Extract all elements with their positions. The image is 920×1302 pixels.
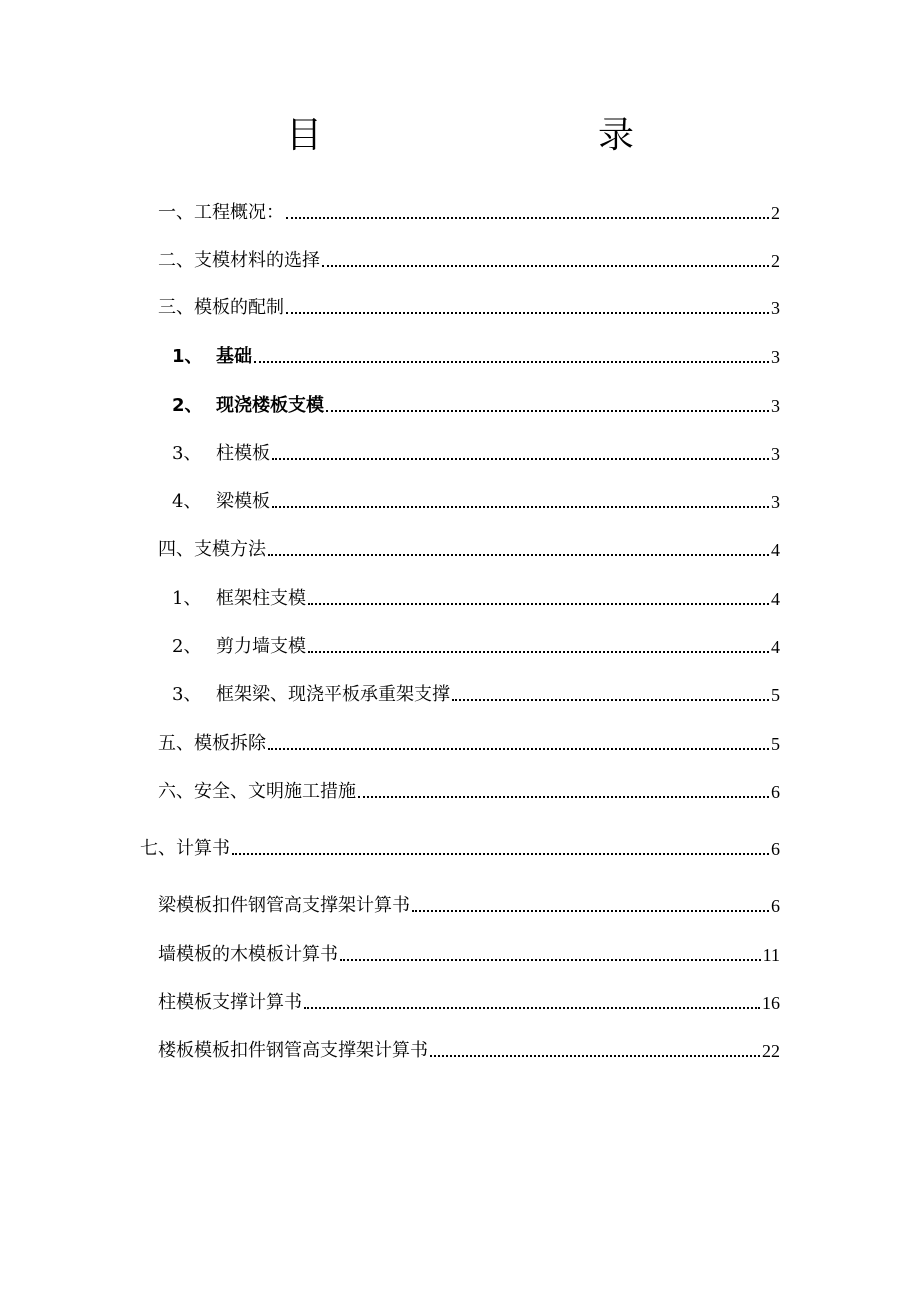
toc-entry-text: 柱模板 [216,443,270,464]
toc-dot-leader [268,554,769,556]
toc-entry-text: 现浇楼板支模 [216,395,324,416]
toc-dot-leader [254,361,769,363]
toc-entry-text: 基础 [216,346,252,367]
toc-dot-leader [322,265,769,267]
toc-page-number: 3 [771,347,780,367]
toc-dot-leader [412,910,769,912]
toc-entry-number: 2、 [172,636,202,657]
toc-entry[interactable] [172,677,780,707]
toc-entry[interactable] [158,888,780,918]
toc-entry-text: 一、工程概况： [158,202,284,223]
toc-dot-leader [308,603,769,605]
toc-page-number: 6 [771,896,780,916]
toc-entry-text: 七、计算书 [140,838,230,859]
toc-entry-label [158,780,356,804]
toc-page-number: 3 [771,396,780,416]
toc-entry-label [158,201,284,225]
toc-entry-number: 3、 [172,443,202,464]
toc-entry-text: 梁模板扣件钢管高支撑架计算书 [158,895,410,916]
toc-entry-text: 四、支模方法 [158,539,266,560]
toc-entry-label [172,442,270,466]
toc-entry-text: 三、模板的配制 [158,297,284,318]
toc-entry-label [158,894,410,918]
toc-entry[interactable] [158,532,780,562]
toc-page-number: 3 [771,444,780,464]
toc-entry-label [158,538,266,562]
toc-dot-leader [326,410,769,412]
toc-entry-text: 柱模板支撑计算书 [158,992,302,1013]
toc-page-number: 22 [762,1041,780,1061]
toc-dot-leader [286,217,769,219]
toc-entry[interactable] [158,774,780,804]
toc-entry[interactable] [140,831,780,861]
toc-dot-leader [308,651,769,653]
toc-entry-text: 五、模板拆除 [158,733,266,754]
toc-entry[interactable] [172,581,780,611]
toc-dot-leader [272,506,769,508]
toc-entry-number: 1、 [172,346,203,367]
toc-entry-number: 2、 [172,395,203,416]
toc-dot-leader [286,312,769,314]
toc-entry[interactable] [158,985,780,1015]
toc-dot-leader [268,748,769,750]
toc-entry[interactable] [158,1033,780,1063]
toc-entry-number: 3、 [172,684,202,705]
toc-entry-text: 楼板模板扣件钢管高支撑架计算书 [158,1040,428,1061]
toc-entry[interactable] [158,195,780,225]
toc-dot-leader [358,796,769,798]
toc-entry-label [158,991,302,1015]
toc-entry-label [140,837,230,861]
toc-entry[interactable] [172,339,780,369]
toc-entry-number: 4、 [172,491,202,512]
toc-page-number: 6 [771,839,780,859]
toc-dot-leader [304,1007,760,1009]
toc-page-number: 11 [762,945,780,965]
toc-entry-label [158,943,338,967]
toc-entry-label [172,394,324,418]
toc-entry[interactable] [172,629,780,659]
toc-entry[interactable] [172,484,780,514]
toc-entry-text: 六、安全、文明施工措施 [158,781,356,802]
toc-entry[interactable] [172,436,780,466]
toc-entry-label [172,490,270,514]
toc-entry-text: 框架梁、现浇平板承重架支撑 [216,684,450,705]
toc-dot-leader [232,853,769,855]
toc-page-number: 2 [771,251,780,271]
toc-page-number: 5 [771,734,780,754]
toc-entry-label [158,249,320,273]
toc-entry-number: 1、 [172,588,202,609]
toc-entry-label [172,587,306,611]
toc-entry[interactable] [158,937,780,967]
toc-entry-label [172,683,450,707]
toc-page-number: 2 [771,203,780,223]
toc-entry-text: 剪力墙支模 [216,636,306,657]
toc-entry-label [172,635,306,659]
toc-entry[interactable] [158,290,780,320]
toc-entry-text: 二、支模材料的选择 [158,250,320,271]
toc-dot-leader [272,458,769,460]
toc-entry-label [158,1039,428,1063]
toc-entry[interactable] [158,243,780,273]
toc-page-number: 4 [771,540,780,560]
toc-page-number: 6 [771,782,780,802]
toc-entry[interactable] [172,388,780,418]
toc-entry[interactable] [158,726,780,756]
toc-page-number: 16 [762,993,780,1013]
toc-entry-label [158,732,266,756]
toc-entry-text: 墙模板的木模板计算书 [158,944,338,965]
toc-entry-label [158,296,284,320]
toc-dot-leader [430,1055,760,1057]
toc-page-number: 3 [771,298,780,318]
toc-dot-leader [452,699,769,701]
toc-dot-leader [340,959,761,961]
toc-page-number: 5 [771,685,780,705]
toc-entry-text: 梁模板 [216,491,270,512]
page-title: 目 录 [285,115,702,156]
toc-entry-text: 框架柱支模 [216,588,306,609]
toc-page-number: 3 [771,492,780,512]
toc-page-number: 4 [771,637,780,657]
toc-entry-label [172,345,252,369]
toc-page-number: 4 [771,589,780,609]
